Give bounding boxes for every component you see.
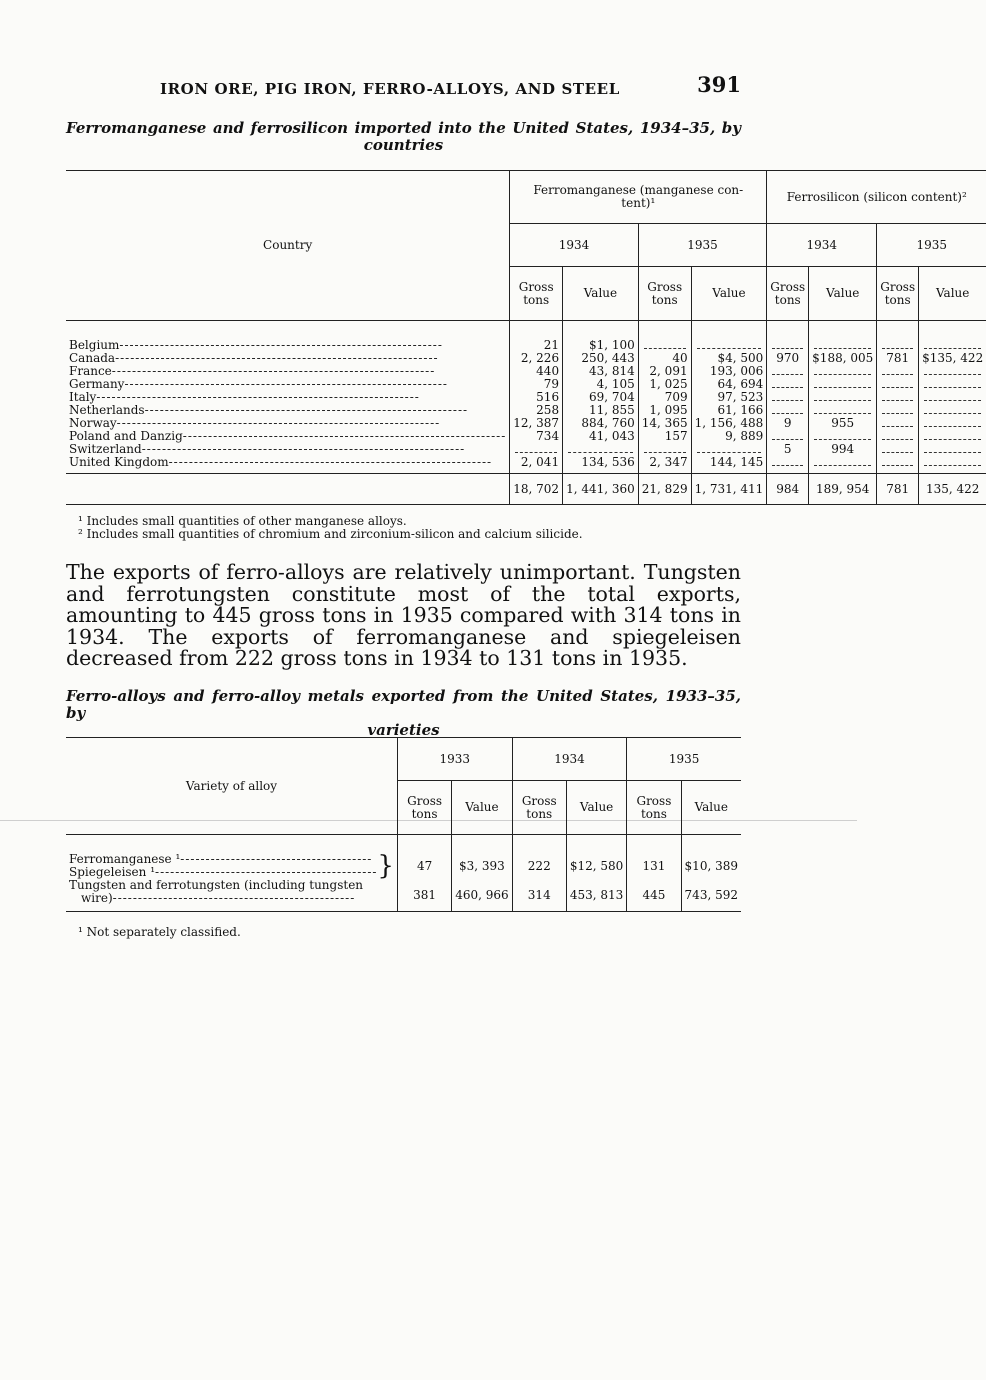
table-cell: 1, 025 [638, 378, 691, 391]
table-cell [919, 404, 986, 417]
country-name: Italy [69, 390, 97, 404]
totals-row [66, 474, 986, 505]
country-name: United Kingdom [69, 455, 169, 469]
year-header: 1934 [510, 224, 639, 267]
table-cell: 21 [510, 339, 563, 352]
table2-caption [66, 688, 741, 739]
table-cell [877, 378, 919, 391]
table-cell: 955 [809, 417, 877, 430]
country-name: Poland and Danzig [69, 429, 183, 443]
table-cell: 781 [877, 474, 919, 505]
table-cell [919, 430, 986, 443]
variety-name: wire) [81, 891, 113, 905]
table-cell [809, 456, 877, 469]
table-cell: $188, 005 [809, 352, 877, 365]
table-cell: 193, 006 [691, 365, 767, 378]
table-cell: 381 [397, 879, 451, 912]
table-cell: 11, 855 [563, 404, 639, 417]
table-cell: 1, 095 [638, 404, 691, 417]
table-cell [809, 378, 877, 391]
table-cell: $10, 389 [681, 853, 741, 879]
table-cell: $135, 422 [919, 352, 986, 365]
table-cell: 2, 041 [510, 456, 563, 469]
table1-caption-line1: Ferromanganese and ferrosilicon imported into the United States, 1934–35, by [66, 119, 741, 137]
table-cell: 884, 760 [563, 417, 639, 430]
table-cell: 2, 226 [510, 352, 563, 365]
country-header: Country [66, 171, 510, 321]
table-cell: 709 [638, 391, 691, 404]
exports-table [66, 737, 741, 912]
table-cell: 43, 814 [563, 365, 639, 378]
value-header: Value [691, 267, 767, 321]
page-number: 391 [697, 72, 741, 97]
ferrosilicon-header: Ferrosilicon (silicon content)² [767, 171, 986, 224]
table-cell: 970 [767, 352, 809, 365]
table-cell: 18, 702 [510, 474, 563, 505]
table-cell [767, 378, 809, 391]
table-cell: 2, 347 [638, 456, 691, 469]
table-cell: 4, 105 [563, 378, 639, 391]
table-cell: 97, 523 [691, 391, 767, 404]
ferromanganese-header: Ferromanganese (manganese con-tent)¹ [510, 171, 767, 224]
table-cell [877, 430, 919, 443]
table-cell: $1, 100 [563, 339, 639, 352]
table-cell [877, 456, 919, 469]
table-cell: 189, 954 [809, 474, 877, 505]
table-cell: 314 [512, 879, 566, 912]
variety-name: Tungsten and ferrotungsten (including tungsten [69, 878, 364, 892]
totals-label [66, 474, 510, 505]
footnote: ¹ Not separately classified. [78, 925, 241, 939]
year-header: 1934 [767, 224, 877, 267]
country-name: Norway [69, 416, 117, 430]
table-cell: 250, 443 [563, 352, 639, 365]
table-cell [919, 417, 986, 430]
table-cell: 1, 441, 360 [563, 474, 639, 505]
brace: } [377, 851, 394, 881]
footnote: ² Includes small quantities of chromium and zirconium-silicon and calcium silicide. [78, 527, 583, 541]
table-cell [767, 365, 809, 378]
table-cell: 516 [510, 391, 563, 404]
table-cell [919, 456, 986, 469]
table-cell [809, 365, 877, 378]
table-cell: 2, 091 [638, 365, 691, 378]
year-header: 1933 [397, 738, 512, 781]
table-cell: 453, 813 [566, 879, 626, 912]
table-cell: 258 [510, 404, 563, 417]
value-header: Value [566, 781, 626, 835]
imports-table-body [66, 321, 986, 474]
table-cell: $3, 393 [452, 853, 512, 879]
table-row [66, 879, 741, 912]
table-cell: 460, 966 [452, 879, 512, 912]
country-cell [66, 456, 510, 469]
table-cell: 9 [767, 417, 809, 430]
gross-tons-header: Gross tons [510, 267, 563, 321]
table-cell [919, 378, 986, 391]
table-cell: 135, 422 [919, 474, 986, 505]
table-cell: 440 [510, 365, 563, 378]
table-cell: 1, 731, 411 [691, 474, 767, 505]
value-header: Value [452, 781, 512, 835]
table-cell: 21, 829 [638, 474, 691, 505]
table-cell: 69, 704 [563, 391, 639, 404]
year-header: 1935 [638, 224, 767, 267]
body-paragraph: The exports of ferro-alloys are relatively unimportant. Tungsten and ferrotungsten constitute most of the total exports, amounting to 445 gross tons in 1935 compared with 314 tons in 1934. The exports of ferromanganese and spiegeleisen decreased from 222 gross tons in 1934 to 131 tons in 1935. [66, 560, 741, 670]
table1-caption-line2: countries [363, 136, 444, 154]
table-cell [919, 391, 986, 404]
table-cell: 41, 043 [563, 430, 639, 443]
gross-tons-header: Gross tons [627, 781, 681, 835]
footnote: ¹ Includes small quantities of other manganese alloys. [78, 514, 407, 528]
variety-name: Spiegeleisen ¹ [69, 865, 156, 879]
value-header: Value [809, 267, 877, 321]
table-cell: 14, 365 [638, 417, 691, 430]
table-cell [767, 456, 809, 469]
table-cell: 12, 387 [510, 417, 563, 430]
table-cell: 743, 592 [681, 879, 741, 912]
table-cell [877, 417, 919, 430]
table-cell: 134, 536 [563, 456, 639, 469]
table-row [66, 853, 741, 879]
table-cell: 734 [510, 430, 563, 443]
country-name: Netherlands [69, 403, 145, 417]
variety-name: Ferromanganese ¹ [69, 852, 181, 866]
table-cell: 131 [627, 853, 681, 879]
gross-tons-header: Gross tons [767, 267, 809, 321]
table-cell [767, 391, 809, 404]
table-cell: 5 [767, 443, 809, 456]
country-name: Germany [69, 377, 125, 391]
table-cell: 1, 156, 488 [691, 417, 767, 430]
table-cell [877, 443, 919, 456]
table-cell: 61, 166 [691, 404, 767, 417]
gross-tons-header: Gross tons [512, 781, 566, 835]
table-cell: 79 [510, 378, 563, 391]
table-cell: 47 [397, 853, 451, 879]
country-name: Canada [69, 351, 116, 365]
table1-caption [66, 120, 741, 154]
year-header: 1934 [512, 738, 627, 781]
table-cell: 144, 145 [691, 456, 767, 469]
gross-tons-header: Gross tons [397, 781, 451, 835]
value-header: Value [563, 267, 639, 321]
country-name: France [69, 364, 112, 378]
table-cell: $12, 580 [566, 853, 626, 879]
table-cell [809, 391, 877, 404]
table-cell [877, 391, 919, 404]
table-cell: 157 [638, 430, 691, 443]
value-header: Value [919, 267, 986, 321]
running-head: IRON ORE, PIG IRON, FERRO-ALLOYS, AND STEEL [160, 80, 620, 98]
variety-label: Ferromanganese ¹-------------------------------------- Spiegeleisen ¹-------------------------------------------- } [69, 851, 394, 881]
table2-caption-line2: varieties [367, 721, 440, 739]
variety-label: Tungsten and ferrotungsten (including tungsten wire)------------------------------------------------ [66, 879, 397, 912]
table-cell: 9, 889 [691, 430, 767, 443]
variety-header: Variety of alloy [66, 738, 397, 835]
table-cell: 222 [512, 853, 566, 879]
table2-caption-line1: Ferro-alloys and ferro-alloy metals exported from the United States, 1933–35, by [66, 687, 741, 722]
table-cell: 994 [809, 443, 877, 456]
table-row [66, 456, 986, 469]
table-cell: 40 [638, 352, 691, 365]
country-name: Switzerland [69, 442, 142, 456]
value-header: Value [681, 781, 741, 835]
table-cell: 781 [877, 352, 919, 365]
table-cell: 445 [627, 879, 681, 912]
year-header: 1935 [877, 224, 986, 267]
table-cell [919, 365, 986, 378]
table-cell [877, 365, 919, 378]
country-name: Belgium [69, 338, 120, 352]
table-cell [877, 404, 919, 417]
table-cell: 984 [767, 474, 809, 505]
year-header: 1935 [627, 738, 741, 781]
gross-tons-header: Gross tons [877, 267, 919, 321]
table-cell: $4, 500 [691, 352, 767, 365]
table-cell: 64, 694 [691, 378, 767, 391]
gross-tons-header: Gross tons [638, 267, 691, 321]
imports-table [66, 170, 986, 505]
table-cell [919, 443, 986, 456]
